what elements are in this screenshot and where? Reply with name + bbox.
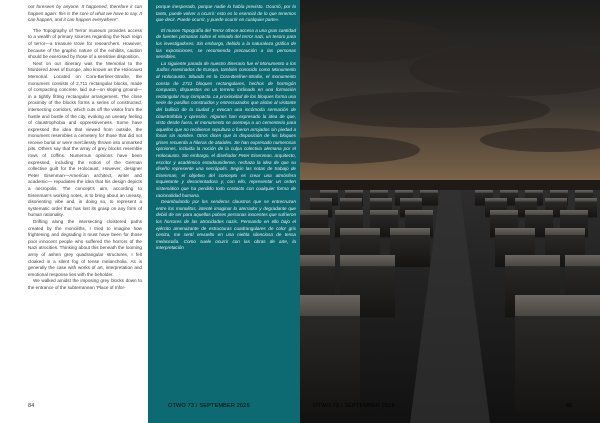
memorial-block-top [370,198,392,202]
memorial-block-top [475,190,493,193]
spanish-article-text [156,4,296,252]
article-paragraph: La siguiente parada de nuestro itinerario fue el Monumento a los Judíos Asesinados de Europa, también conocido como Monumento al Holocausto. Situado en la Cora-Berliner-Straße, el monumento consta de 2711 bloques rectangulares, hechos de hormigón compacto, dispuestos en un terreno inclinado en una formación rectangular muy compacta. La proximidad de los bloques forma una serie de pasillos construidos y entrecruzados que aíslan al visitante del bullicio de la ciudad y evocan una incómoda sensación de claustrofobia y opresión. Algunos han expresado la idea de que, visto desde fuera, el monumento se asemeja a un cementerio para aquellos que no recibieron sepultura o fueron arrojados sin piedad a fosas sin nombre. Otros dicen que la disposición de los bloques grises recuerda a hileras de ataúdes. Se han expresado numerosas opiniones, incluida la noción de la culpa colectiva alemana por el Holocausto. Sin embargo, el diseñador Peter Eisenman, arquitecto, escritor y académico estadounidense, rechaza la idea de que su diseño represente una necrópolis. Según las notas de trabajo de Eisenman, el objetivo del concepto es crear una atmósfera inquietante y desorientadora y, con ello, representar un orden sistemático que ha perdido todo contacto con cualquier forma de racionalidad humana. [156,60,296,198]
article-paragraph: Deambulando por los senderos claustros que se entrecruzan entre los monolitos, intenté imaginar lo aterrador y degradante que debió de ser para aquellas pobres personas inocentes que sufrieron los horrores de las atrocidades nazis. Pensando en ello bajo el ejército amenazante de estructuras cuadrangulares de color gris ceniza, me sentí envuelto en una niebla silenciosa de tensa melancolía. Como suele ocurrir con las obras de arte, la interpretación [156,199,296,251]
footer-issue-right: OTWO 73 / SEPTEMBER 2025 [313,403,395,409]
page-number-right: 85 [566,403,573,409]
memorial-block-top [300,255,335,266]
memorial-block [515,316,600,412]
memorial-block-top [395,190,413,193]
memorial-block-top [560,210,588,215]
memorial-block-top [420,190,438,193]
holocaust-memorial-photo [300,0,600,423]
memorial-block-top [310,198,332,202]
memorial-block-top [340,255,395,266]
left-page [0,0,148,423]
memorial-block-top [335,210,363,215]
memorial-block-top [550,190,568,193]
article-paragraph: porque inesperado, porque nadie lo había previsto. Ocurrió, por lo tanto, puede volver a ocurrir: esto es lo esencial de lo que tenemos que decir. Puede ocurrir, y puede ocurrir en cualquier parte». [156,4,296,23]
memorial-block-top [405,210,433,215]
article-paragraph: The Topography of Terror museum provides access to a wealth of primary sources regarding the Nazi reign of terror—a treasure trove for researchers. However, because of the graphic nature of the exhibits, caution should be exercised by those of a sensitive disposition. [28,27,142,60]
article-paragraph: We walked amidst the imposing grey blocks down to the entrance of the subterranean ‘Place of Infor- [28,278,142,290]
memorial-block-top [525,210,553,215]
memorial-block-top [565,255,600,266]
memorial-block-top [515,198,537,202]
memorial-block-top [575,198,597,202]
memorial-block-top [490,210,518,215]
memorial-block-top [370,190,388,193]
memorial-block-top [340,198,362,202]
memorial-block-top [300,210,328,215]
page-number-left: 84 [28,403,35,409]
memorial-block-top [500,190,518,193]
memorial-block-top [390,228,430,235]
memorial-block-top [575,190,593,193]
photo-panel [300,0,600,423]
memorial-block-top [545,228,585,235]
memorial-block-top [485,198,507,202]
memorial-block-top [300,295,360,316]
memorial-block [390,235,430,267]
memorial-block-top [505,255,560,266]
article-paragraph: not foreseen by anyone. It happened, therefore it can happen again: this is the core of what we have to say. It can happen, and it can happen everywhere”. [28,4,142,23]
english-article-text [28,4,142,292]
memorial-block-top [370,210,398,215]
memorial-block-top [300,228,330,235]
memorial-block-top [515,295,600,316]
memorial-block-top [400,198,422,202]
memorial-block-top [320,190,338,193]
memorial-block-top [340,228,380,235]
memorial-block-top [495,228,535,235]
footer-issue-left: OTWO 73 / SEPTEMBER 2025 [168,403,250,409]
article-paragraph: Drifting along the intersecting cloistered paths created by the monoliths, I tried to imagine how frightening and degrading it must have been for those poor innocent people who suffered the horrors of the Nazi atrocities. Thinking about this beneath the looming army of ashen grey quadrangular structures, I felt cloaked in a silent fog of tense melancholia. As is generally the case with works of art, interpretation and emotional response lies with the beholder. [28,219,142,277]
memorial-block-top [525,190,543,193]
memorial-block-top [545,198,567,202]
memorial-block [420,193,438,206]
article-paragraph: Next on our itinerary was the Memorial to the Murdered Jews of Europe, also known as the Holocaust Memorial. Located on Cora-Berliner-Straße, the monument consists of 2,711 rectangular blocks, made of compacting concrete, laid out—on sloping ground—in a tightly fitting rectangular arrangement. The close proximity of the blocks forms a series of constructed, intersecting corridors, which cuts off the visitor from the hustle and bustle of the city, evoking an uneasy feeling of claustrophobia and oppressiveness. Some have expressed the idea that viewed from outside, the monument resembles a cemetery for those that did not receive burial or were mercilessly thrown into unmarked pits. Others say that the array of grey blocks resemble rows of coffins. Numerous opinions have been expressed, including the notion of the German collective guilt for the Holocaust. However, designer Peter Eisenman—American architect, writer and academic— repudiates the idea that his design depicts a necropolis. The concept’s aim, according to Eisenman’s working notes, is to bring about an uneasy, disorienting vibe and, in doing so, to represent a systematic order that has lost its grasp on any form of human rationality. [28,60,142,218]
spanish-translation-panel [148,0,300,423]
article-paragraph: El museo Topografía del Terror ofrece acceso a una gran cantidad de fuentes primarias sobre el reinado del terror nazi, un tesoro para los investigadores. Sin embargo, debido a la naturaleza gráfica de las exposiciones, se recomienda precaución a las personas sensibles. [156,27,296,60]
memorial-block [300,316,360,412]
memorial-block-top [345,190,363,193]
